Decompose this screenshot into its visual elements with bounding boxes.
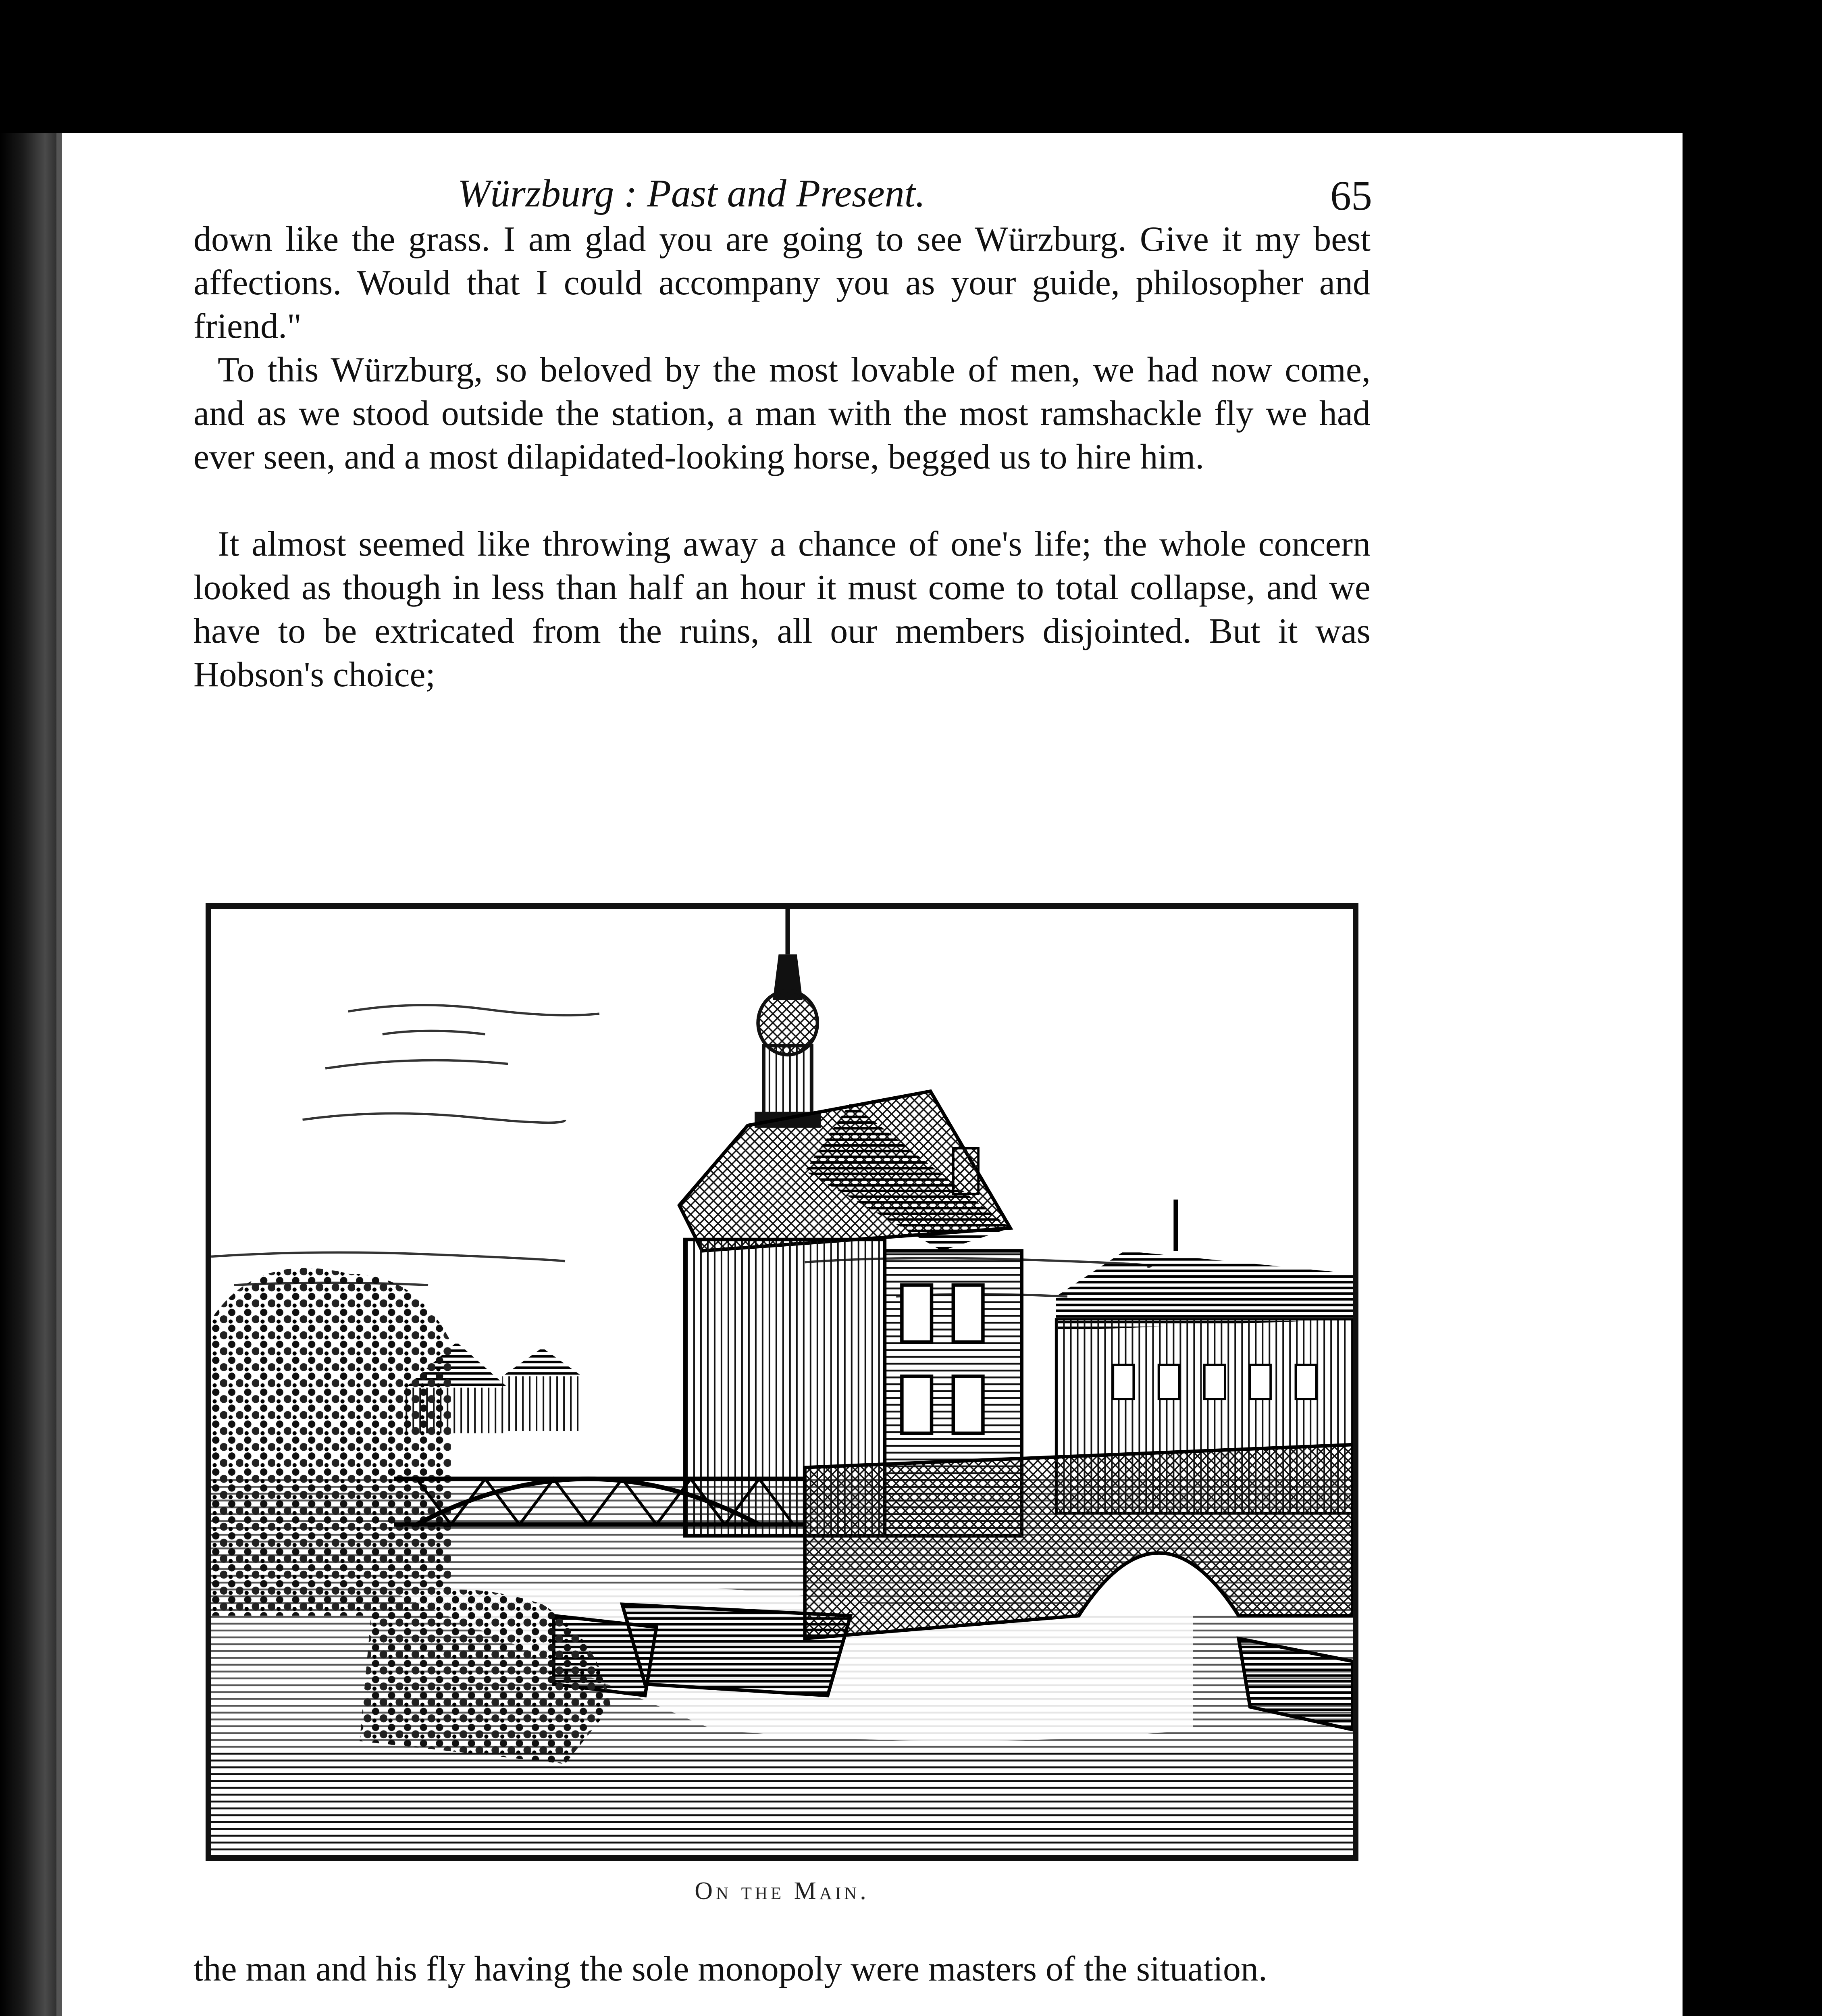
paragraph-monopoly: the man and his fly having the sole monopoly were masters of the situation. (193, 1949, 1267, 1989)
stone-bridge (805, 1445, 1353, 1639)
book-spine-shadow (0, 133, 64, 2016)
page-number: 65 (1330, 173, 1372, 219)
engraving-illustration (206, 903, 1358, 1861)
paragraph-station: To this Würzburg, so beloved by the most lovable of men, we had now come, and as we stood outside the station, a man with the most ramshackle fly we had ever seen, and a most dilapidated-looking horse, begged us to hire him. (193, 350, 1371, 477)
running-title: Würzburg : Past and Present. (458, 172, 926, 215)
figure-caption: On the Main. (695, 1877, 869, 1905)
left-trees (211, 1268, 451, 1616)
paragraph-hobsons-choice: It almost seemed like throwing away a chance of one's life; the whole concern looked as though in less than half an hour it must come to total collapse, and we have to be extricated from the ruins, all our members disjointed. But it was Hobson's choice; (193, 525, 1371, 694)
river-town-engraving (211, 909, 1353, 1855)
paragraph-continued: down like the grass. I am glad you are going to see Würzburg. Give it my best affections. Would that I could accompany you as your guide, philosopher and friend." (193, 220, 1371, 346)
clock-tower (755, 909, 821, 1128)
